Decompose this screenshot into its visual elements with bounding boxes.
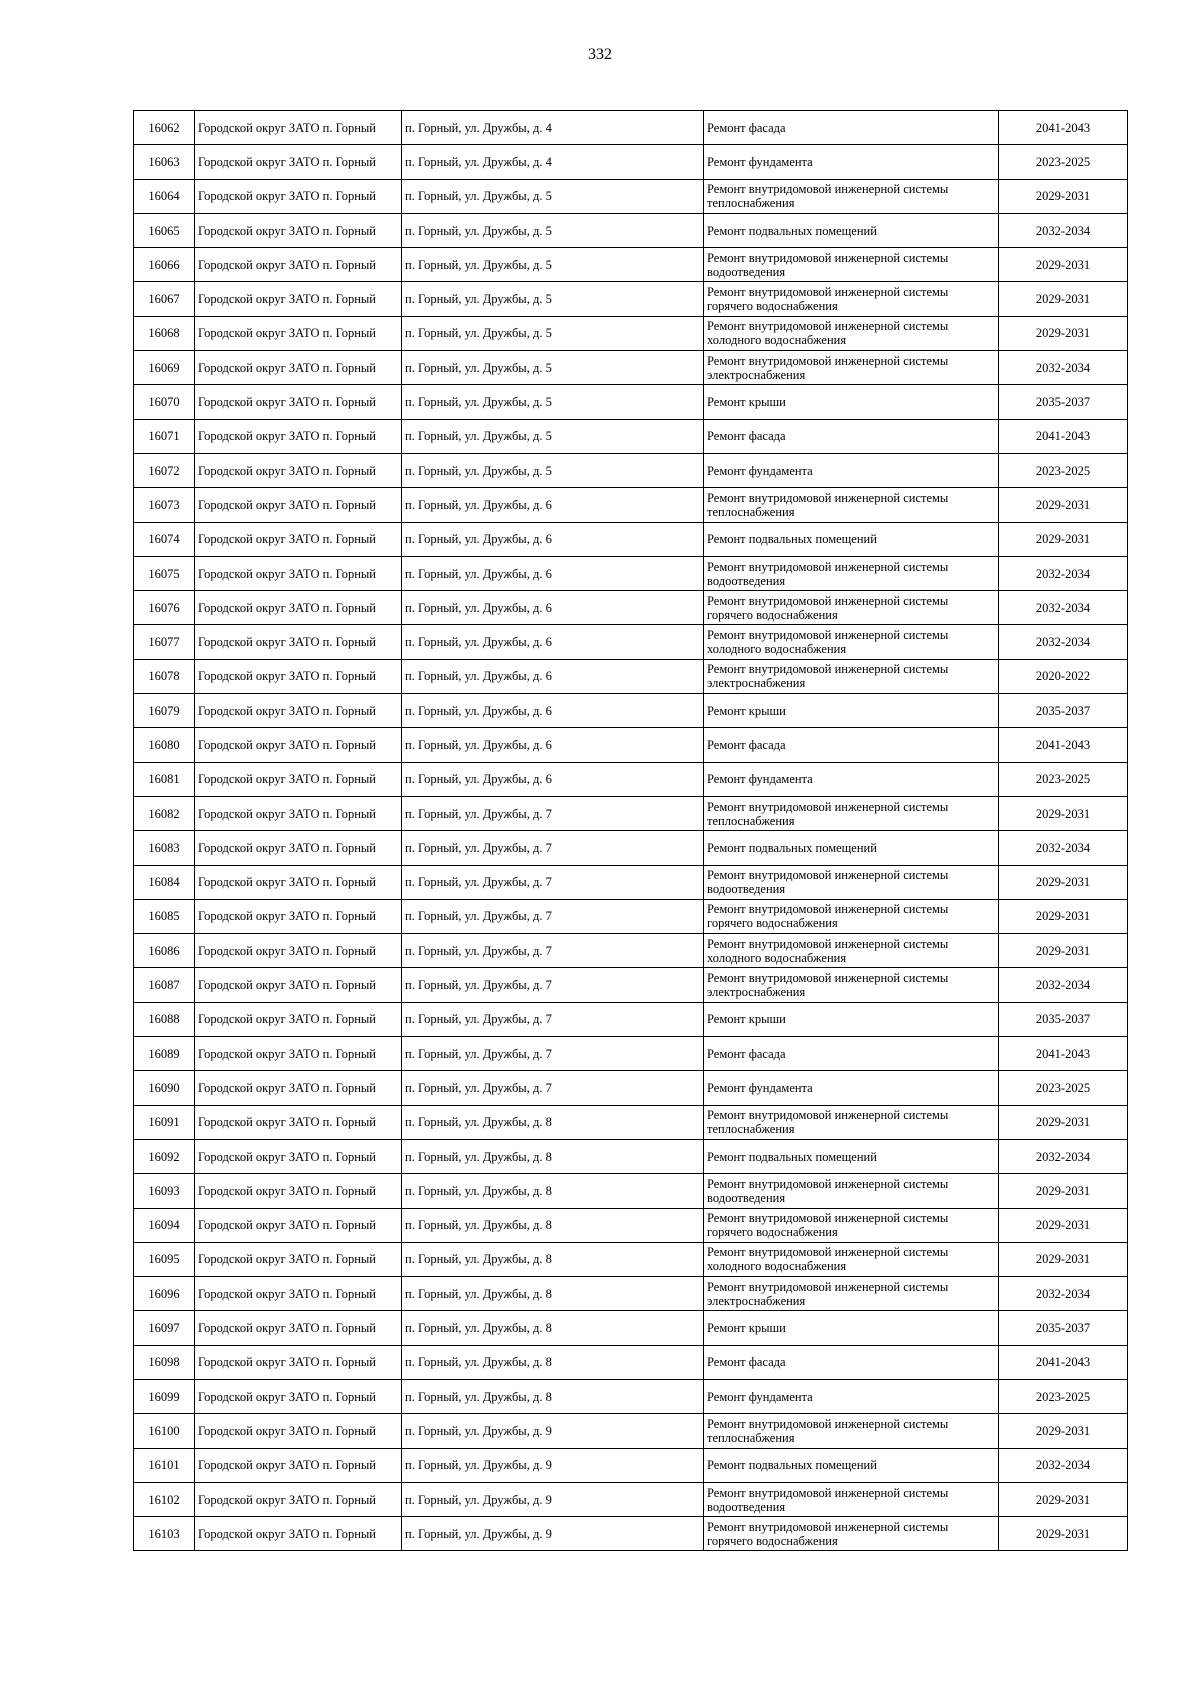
- address-cell: п. Горный, ул. Дружбы, д. 7: [402, 1071, 704, 1105]
- address-cell: п. Горный, ул. Дружбы, д. 5: [402, 248, 704, 282]
- row-number: 16102: [134, 1482, 195, 1516]
- row-number: 16068: [134, 316, 195, 350]
- work-type-cell: Ремонт внутридомовой инженерной системы горячего водоснабжения: [704, 1208, 999, 1242]
- address-cell: п. Горный, ул. Дружбы, д. 7: [402, 1002, 704, 1036]
- municipality-cell: Городской округ ЗАТО п. Горный: [195, 111, 402, 145]
- address-cell: п. Горный, ул. Дружбы, д. 7: [402, 865, 704, 899]
- table-row: [134, 1242, 1128, 1276]
- address-cell: п. Горный, ул. Дружбы, д. 8: [402, 1379, 704, 1413]
- period-cell: 2029-2031: [999, 179, 1128, 213]
- address-cell: п. Горный, ул. Дружбы, д. 7: [402, 968, 704, 1002]
- table-row: [134, 179, 1128, 213]
- row-number: 16078: [134, 659, 195, 693]
- work-type-cell: Ремонт фундамента: [704, 1379, 999, 1413]
- municipality-cell: Городской округ ЗАТО п. Горный: [195, 934, 402, 968]
- period-cell: 2029-2031: [999, 248, 1128, 282]
- municipality-cell: Городской округ ЗАТО п. Горный: [195, 968, 402, 1002]
- address-cell: п. Горный, ул. Дружбы, д. 6: [402, 488, 704, 522]
- address-cell: п. Горный, ул. Дружбы, д. 7: [402, 1037, 704, 1071]
- municipality-cell: Городской округ ЗАТО п. Горный: [195, 1311, 402, 1345]
- table-row: [134, 316, 1128, 350]
- address-cell: п. Горный, ул. Дружбы, д. 6: [402, 659, 704, 693]
- address-cell: п. Горный, ул. Дружбы, д. 5: [402, 453, 704, 487]
- period-cell: 2029-2031: [999, 1517, 1128, 1551]
- address-cell: п. Горный, ул. Дружбы, д. 6: [402, 694, 704, 728]
- period-cell: 2029-2031: [999, 899, 1128, 933]
- table-row: [134, 1174, 1128, 1208]
- work-type-cell: Ремонт внутридомовой инженерной системы холодного водоснабжения: [704, 934, 999, 968]
- address-cell: п. Горный, ул. Дружбы, д. 4: [402, 111, 704, 145]
- row-number: 16097: [134, 1311, 195, 1345]
- row-number: 16091: [134, 1105, 195, 1139]
- period-cell: 2023-2025: [999, 453, 1128, 487]
- municipality-cell: Городской округ ЗАТО п. Горный: [195, 899, 402, 933]
- work-type-cell: Ремонт внутридомовой инженерной системы электроснабжения: [704, 659, 999, 693]
- work-type-cell: Ремонт подвальных помещений: [704, 831, 999, 865]
- work-type-cell: Ремонт внутридомовой инженерной системы теплоснабжения: [704, 1414, 999, 1448]
- period-cell: 2041-2043: [999, 1037, 1128, 1071]
- table-row: [134, 111, 1128, 145]
- row-number: 16067: [134, 282, 195, 316]
- work-type-cell: Ремонт внутридомовой инженерной системы водоотведения: [704, 865, 999, 899]
- row-number: 16064: [134, 179, 195, 213]
- table-row: [134, 831, 1128, 865]
- address-cell: п. Горный, ул. Дружбы, д. 6: [402, 591, 704, 625]
- municipality-cell: Городской округ ЗАТО п. Горный: [195, 556, 402, 590]
- period-cell: 2032-2034: [999, 591, 1128, 625]
- row-number: 16073: [134, 488, 195, 522]
- table-row: [134, 865, 1128, 899]
- address-cell: п. Горный, ул. Дружбы, д. 7: [402, 831, 704, 865]
- address-cell: п. Горный, ул. Дружбы, д. 5: [402, 316, 704, 350]
- address-cell: п. Горный, ул. Дружбы, д. 5: [402, 385, 704, 419]
- period-cell: 2029-2031: [999, 1105, 1128, 1139]
- address-cell: п. Горный, ул. Дружбы, д. 5: [402, 351, 704, 385]
- table-row: [134, 1482, 1128, 1516]
- period-cell: 2041-2043: [999, 111, 1128, 145]
- address-cell: п. Горный, ул. Дружбы, д. 6: [402, 728, 704, 762]
- table-row: [134, 1208, 1128, 1242]
- address-cell: п. Горный, ул. Дружбы, д. 8: [402, 1277, 704, 1311]
- table-row: [134, 899, 1128, 933]
- period-cell: 2029-2031: [999, 934, 1128, 968]
- address-cell: п. Горный, ул. Дружбы, д. 9: [402, 1448, 704, 1482]
- work-type-cell: Ремонт внутридомовой инженерной системы горячего водоснабжения: [704, 1517, 999, 1551]
- municipality-cell: Городской округ ЗАТО п. Горный: [195, 694, 402, 728]
- period-cell: 2029-2031: [999, 282, 1128, 316]
- table-row: [134, 796, 1128, 830]
- row-number: 16069: [134, 351, 195, 385]
- row-number: 16071: [134, 419, 195, 453]
- municipality-cell: Городской округ ЗАТО п. Горный: [195, 248, 402, 282]
- work-type-cell: Ремонт внутридомовой инженерной системы теплоснабжения: [704, 488, 999, 522]
- period-cell: 2029-2031: [999, 1482, 1128, 1516]
- period-cell: 2029-2031: [999, 522, 1128, 556]
- work-type-cell: Ремонт крыши: [704, 1002, 999, 1036]
- municipality-cell: Городской округ ЗАТО п. Горный: [195, 831, 402, 865]
- table-row: [134, 1448, 1128, 1482]
- work-type-cell: Ремонт фасада: [704, 1345, 999, 1379]
- row-number: 16096: [134, 1277, 195, 1311]
- row-number: 16076: [134, 591, 195, 625]
- address-cell: п. Горный, ул. Дружбы, д. 8: [402, 1311, 704, 1345]
- work-type-cell: Ремонт внутридомовой инженерной системы горячего водоснабжения: [704, 282, 999, 316]
- work-type-cell: Ремонт внутридомовой инженерной системы водоотведения: [704, 248, 999, 282]
- municipality-cell: Городской округ ЗАТО п. Горный: [195, 1208, 402, 1242]
- municipality-cell: Городской округ ЗАТО п. Горный: [195, 1277, 402, 1311]
- municipality-cell: Городской округ ЗАТО п. Горный: [195, 385, 402, 419]
- period-cell: 2032-2034: [999, 968, 1128, 1002]
- row-number: 16074: [134, 522, 195, 556]
- period-cell: 2029-2031: [999, 488, 1128, 522]
- row-number: 16098: [134, 1345, 195, 1379]
- municipality-cell: Городской округ ЗАТО п. Горный: [195, 1139, 402, 1173]
- row-number: 16087: [134, 968, 195, 1002]
- work-type-cell: Ремонт подвальных помещений: [704, 1139, 999, 1173]
- municipality-cell: Городской округ ЗАТО п. Горный: [195, 1105, 402, 1139]
- table-row: [134, 659, 1128, 693]
- period-cell: 2023-2025: [999, 762, 1128, 796]
- municipality-cell: Городской округ ЗАТО п. Горный: [195, 316, 402, 350]
- table-row: [134, 1071, 1128, 1105]
- address-cell: п. Горный, ул. Дружбы, д. 9: [402, 1517, 704, 1551]
- work-type-cell: Ремонт внутридомовой инженерной системы электроснабжения: [704, 1277, 999, 1311]
- period-cell: 2035-2037: [999, 385, 1128, 419]
- work-type-cell: Ремонт крыши: [704, 694, 999, 728]
- municipality-cell: Городской округ ЗАТО п. Горный: [195, 453, 402, 487]
- municipality-cell: Городской округ ЗАТО п. Горный: [195, 865, 402, 899]
- period-cell: 2035-2037: [999, 694, 1128, 728]
- work-type-cell: Ремонт внутридомовой инженерной системы теплоснабжения: [704, 796, 999, 830]
- work-type-cell: Ремонт внутридомовой инженерной системы электроснабжения: [704, 351, 999, 385]
- row-number: 16095: [134, 1242, 195, 1276]
- row-number: 16085: [134, 899, 195, 933]
- period-cell: 2041-2043: [999, 1345, 1128, 1379]
- municipality-cell: Городской округ ЗАТО п. Горный: [195, 522, 402, 556]
- municipality-cell: Городской округ ЗАТО п. Горный: [195, 728, 402, 762]
- work-type-cell: Ремонт внутридомовой инженерной системы водоотведения: [704, 1482, 999, 1516]
- period-cell: 2029-2031: [999, 796, 1128, 830]
- municipality-cell: Городской округ ЗАТО п. Горный: [195, 351, 402, 385]
- work-type-cell: Ремонт внутридомовой инженерной системы водоотведения: [704, 556, 999, 590]
- period-cell: 2029-2031: [999, 1208, 1128, 1242]
- period-cell: 2032-2034: [999, 831, 1128, 865]
- work-type-cell: Ремонт фундамента: [704, 1071, 999, 1105]
- work-type-cell: Ремонт внутридомовой инженерной системы холодного водоснабжения: [704, 625, 999, 659]
- work-type-cell: Ремонт внутридомовой инженерной системы горячего водоснабжения: [704, 899, 999, 933]
- row-number: 16099: [134, 1379, 195, 1413]
- municipality-cell: Городской округ ЗАТО п. Горный: [195, 659, 402, 693]
- table-row: [134, 1002, 1128, 1036]
- page-number: 332: [588, 46, 612, 63]
- municipality-cell: Городской округ ЗАТО п. Горный: [195, 1414, 402, 1448]
- table-row: [134, 1139, 1128, 1173]
- period-cell: 2029-2031: [999, 1414, 1128, 1448]
- municipality-cell: Городской округ ЗАТО п. Горный: [195, 419, 402, 453]
- address-cell: п. Горный, ул. Дружбы, д. 6: [402, 522, 704, 556]
- municipality-cell: Городской округ ЗАТО п. Горный: [195, 1482, 402, 1516]
- table-row: [134, 1379, 1128, 1413]
- municipality-cell: Городской округ ЗАТО п. Горный: [195, 179, 402, 213]
- period-cell: 2032-2034: [999, 351, 1128, 385]
- municipality-cell: Городской округ ЗАТО п. Горный: [195, 213, 402, 247]
- row-number: 16080: [134, 728, 195, 762]
- table-row: [134, 1105, 1128, 1139]
- table-row: [134, 488, 1128, 522]
- work-type-cell: Ремонт подвальных помещений: [704, 522, 999, 556]
- row-number: 16089: [134, 1037, 195, 1071]
- table-row: [134, 556, 1128, 590]
- address-cell: п. Горный, ул. Дружбы, д. 5: [402, 282, 704, 316]
- municipality-cell: Городской округ ЗАТО п. Горный: [195, 1002, 402, 1036]
- table-row: [134, 145, 1128, 179]
- address-cell: п. Горный, ул. Дружбы, д. 4: [402, 145, 704, 179]
- repair-registry-table: [133, 110, 1128, 1551]
- period-cell: 2029-2031: [999, 1242, 1128, 1276]
- period-cell: 2020-2022: [999, 659, 1128, 693]
- table-row: [134, 694, 1128, 728]
- table-row: [134, 1345, 1128, 1379]
- period-cell: 2032-2034: [999, 1277, 1128, 1311]
- work-type-cell: Ремонт крыши: [704, 385, 999, 419]
- work-type-cell: Ремонт фундамента: [704, 453, 999, 487]
- work-type-cell: Ремонт внутридомовой инженерной системы теплоснабжения: [704, 1105, 999, 1139]
- address-cell: п. Горный, ул. Дружбы, д. 8: [402, 1345, 704, 1379]
- municipality-cell: Городской округ ЗАТО п. Горный: [195, 1037, 402, 1071]
- row-number: 16062: [134, 111, 195, 145]
- address-cell: п. Горный, ул. Дружбы, д. 6: [402, 556, 704, 590]
- municipality-cell: Городской округ ЗАТО п. Горный: [195, 796, 402, 830]
- work-type-cell: Ремонт внутридомовой инженерной системы электроснабжения: [704, 968, 999, 1002]
- table-row: [134, 968, 1128, 1002]
- table-row: [134, 762, 1128, 796]
- period-cell: 2032-2034: [999, 1448, 1128, 1482]
- table-row: [134, 385, 1128, 419]
- period-cell: 2041-2043: [999, 728, 1128, 762]
- row-number: 16094: [134, 1208, 195, 1242]
- address-cell: п. Горный, ул. Дружбы, д. 8: [402, 1208, 704, 1242]
- work-type-cell: Ремонт внутридомовой инженерной системы холодного водоснабжения: [704, 316, 999, 350]
- work-type-cell: Ремонт фасада: [704, 419, 999, 453]
- address-cell: п. Горный, ул. Дружбы, д. 5: [402, 213, 704, 247]
- address-cell: п. Горный, ул. Дружбы, д. 8: [402, 1105, 704, 1139]
- table-row: [134, 1277, 1128, 1311]
- row-number: 16065: [134, 213, 195, 247]
- work-type-cell: Ремонт внутридомовой инженерной системы водоотведения: [704, 1174, 999, 1208]
- table-row: [134, 282, 1128, 316]
- work-type-cell: Ремонт внутридомовой инженерной системы теплоснабжения: [704, 179, 999, 213]
- row-number: 16083: [134, 831, 195, 865]
- row-number: 16100: [134, 1414, 195, 1448]
- row-number: 16082: [134, 796, 195, 830]
- table-row: [134, 248, 1128, 282]
- address-cell: п. Горный, ул. Дружбы, д. 9: [402, 1414, 704, 1448]
- period-cell: 2029-2031: [999, 316, 1128, 350]
- work-type-cell: Ремонт подвальных помещений: [704, 1448, 999, 1482]
- period-cell: 2041-2043: [999, 419, 1128, 453]
- table-row: [134, 1517, 1128, 1551]
- address-cell: п. Горный, ул. Дружбы, д. 5: [402, 419, 704, 453]
- row-number: 16101: [134, 1448, 195, 1482]
- row-number: 16093: [134, 1174, 195, 1208]
- table-row: [134, 522, 1128, 556]
- municipality-cell: Городской округ ЗАТО п. Горный: [195, 488, 402, 522]
- row-number: 16092: [134, 1139, 195, 1173]
- period-cell: 2035-2037: [999, 1311, 1128, 1345]
- period-cell: 2029-2031: [999, 1174, 1128, 1208]
- municipality-cell: Городской округ ЗАТО п. Горный: [195, 1448, 402, 1482]
- municipality-cell: Городской округ ЗАТО п. Горный: [195, 1242, 402, 1276]
- row-number: 16103: [134, 1517, 195, 1551]
- municipality-cell: Городской округ ЗАТО п. Горный: [195, 1071, 402, 1105]
- table-row: [134, 1037, 1128, 1071]
- address-cell: п. Горный, ул. Дружбы, д. 7: [402, 796, 704, 830]
- address-cell: п. Горный, ул. Дружбы, д. 7: [402, 934, 704, 968]
- work-type-cell: Ремонт фасада: [704, 728, 999, 762]
- row-number: 16077: [134, 625, 195, 659]
- address-cell: п. Горный, ул. Дружбы, д. 8: [402, 1139, 704, 1173]
- municipality-cell: Городской округ ЗАТО п. Горный: [195, 591, 402, 625]
- work-type-cell: Ремонт фундамента: [704, 762, 999, 796]
- address-cell: п. Горный, ул. Дружбы, д. 8: [402, 1242, 704, 1276]
- period-cell: 2032-2034: [999, 213, 1128, 247]
- table-row: [134, 591, 1128, 625]
- municipality-cell: Городской округ ЗАТО п. Горный: [195, 762, 402, 796]
- period-cell: 2023-2025: [999, 145, 1128, 179]
- address-cell: п. Горный, ул. Дружбы, д. 7: [402, 899, 704, 933]
- work-type-cell: Ремонт внутридомовой инженерной системы холодного водоснабжения: [704, 1242, 999, 1276]
- address-cell: п. Горный, ул. Дружбы, д. 9: [402, 1482, 704, 1516]
- row-number: 16081: [134, 762, 195, 796]
- row-number: 16072: [134, 453, 195, 487]
- work-type-cell: Ремонт подвальных помещений: [704, 213, 999, 247]
- municipality-cell: Городской округ ЗАТО п. Горный: [195, 1517, 402, 1551]
- table-row: [134, 728, 1128, 762]
- row-number: 16075: [134, 556, 195, 590]
- address-cell: п. Горный, ул. Дружбы, д. 6: [402, 762, 704, 796]
- table-row: [134, 419, 1128, 453]
- address-cell: п. Горный, ул. Дружбы, д. 8: [402, 1174, 704, 1208]
- period-cell: 2035-2037: [999, 1002, 1128, 1036]
- table-row: [134, 213, 1128, 247]
- period-cell: 2023-2025: [999, 1379, 1128, 1413]
- municipality-cell: Городской округ ЗАТО п. Горный: [195, 625, 402, 659]
- row-number: 16070: [134, 385, 195, 419]
- row-number: 16079: [134, 694, 195, 728]
- period-cell: 2029-2031: [999, 865, 1128, 899]
- row-number: 16084: [134, 865, 195, 899]
- work-type-cell: Ремонт крыши: [704, 1311, 999, 1345]
- municipality-cell: Городской округ ЗАТО п. Горный: [195, 1174, 402, 1208]
- address-cell: п. Горный, ул. Дружбы, д. 5: [402, 179, 704, 213]
- work-type-cell: Ремонт внутридомовой инженерной системы горячего водоснабжения: [704, 591, 999, 625]
- table-row: [134, 1311, 1128, 1345]
- municipality-cell: Городской округ ЗАТО п. Горный: [195, 282, 402, 316]
- table-row: [134, 453, 1128, 487]
- municipality-cell: Городской округ ЗАТО п. Горный: [195, 1379, 402, 1413]
- table-row: [134, 625, 1128, 659]
- row-number: 16090: [134, 1071, 195, 1105]
- row-number: 16063: [134, 145, 195, 179]
- row-number: 16086: [134, 934, 195, 968]
- municipality-cell: Городской округ ЗАТО п. Горный: [195, 1345, 402, 1379]
- work-type-cell: Ремонт фасада: [704, 1037, 999, 1071]
- period-cell: 2032-2034: [999, 556, 1128, 590]
- work-type-cell: Ремонт фундамента: [704, 145, 999, 179]
- row-number: 16088: [134, 1002, 195, 1036]
- period-cell: 2032-2034: [999, 1139, 1128, 1173]
- period-cell: 2032-2034: [999, 625, 1128, 659]
- table-row: [134, 934, 1128, 968]
- address-cell: п. Горный, ул. Дружбы, д. 6: [402, 625, 704, 659]
- period-cell: 2023-2025: [999, 1071, 1128, 1105]
- table-body: [134, 111, 1128, 1551]
- municipality-cell: Городской округ ЗАТО п. Горный: [195, 145, 402, 179]
- table-row: [134, 351, 1128, 385]
- row-number: 16066: [134, 248, 195, 282]
- work-type-cell: Ремонт фасада: [704, 111, 999, 145]
- table-row: [134, 1414, 1128, 1448]
